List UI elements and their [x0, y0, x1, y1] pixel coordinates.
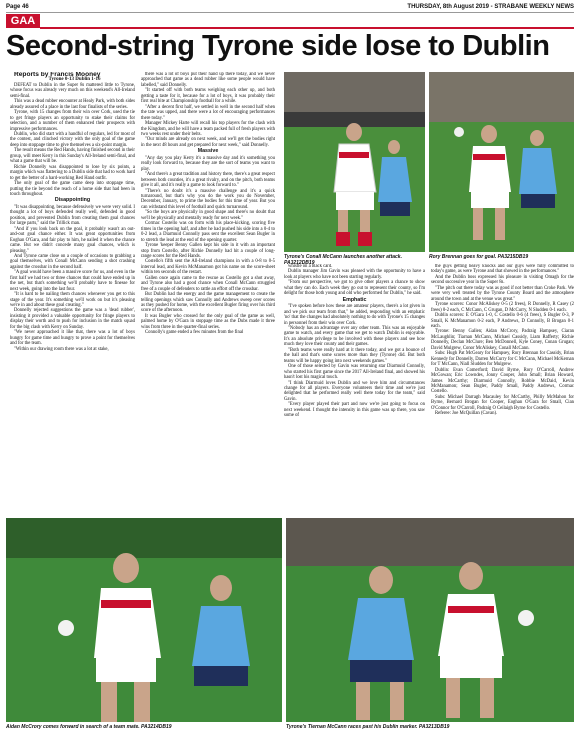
paragraph: "From our perspective, we got to give other players a chance to show what they can do. Each week they go out to represent their county, so I'm delight for those both young and old who performed for Dublin," he said. [284, 280, 425, 297]
paragraph: Tyrone, with 15 changes from their win over Cork, used the tie to get fringe players an opportunity to stake their claims for selection, and a number of them enhanced their prospects with impressive performances. [10, 110, 135, 132]
paragraph: the guys getting heavy knocks and our guys were fully committed to today's game, as were Tyrone and that showed in the performances." [431, 264, 574, 275]
paragraph: there was a lot of boys put their hand up there today, and we never approached that game as a dead rubber like some people would have labelled," said Donnelly. [141, 72, 275, 88]
paragraph: It was Bugler who crossed for the only goal of the game as well, palmed home by O'Gara in stoppage time as the Dubs made it three wins from three in the quarter-final series. [141, 313, 275, 330]
photo-tiernan-mccann [286, 518, 574, 722]
photo-caption-3: Aidan McCrory comes forward in search of a team mate. PA3214DB19 [6, 724, 172, 730]
paragraph: Dublin, who did start with a handful of regulars, led for most of the contest, and clinched victory with the only goal of the game deep into stoppage time to give themselves a six-point margin. [10, 131, 135, 148]
paragraph: Costello's fifth sent the All-Ireland champions in with a 0-8 to 0-5 interval lead, and Kevin McManamon got his name on the score-sheet within ten seconds of the restart. [141, 259, 275, 276]
paragraph: "The pitch out there today was as good if not better than Croke Park. We were very well treated by the Tyrone County Board and the atmosphere around the town and at the venue was great." [431, 285, 574, 302]
paragraph: "And if you look back on the goal, it probably wasn't an out-and-out goal chance either. It was great opportunities from Eoghan O'Gara, and fair play to him, he nailed it when the chance came. But we didn't concede many goal chances, which is pleasing." [10, 226, 135, 254]
photo-caption-4: Tyrone's Tiernan McCann races past his Dublin marker. PA3213DB19 [286, 724, 450, 730]
paragraph: "A goal would have been a massive score for us, and even in the first half we had two or three chances that could have ended up in the net, but that's something we'll probably have to finesse for next week, going into the last four. [10, 270, 135, 292]
paragraph: Referee: Joe McQuillan (Cavan). [435, 411, 498, 417]
paragraph: "So the boys are physically in good shape and there's no doubt that we'll be physically and mentally ready for next week." [141, 210, 275, 221]
paragraph: whistle on a black card. [288, 264, 333, 269]
article-column-1 [10, 72, 135, 512]
paragraph: "Nobody has an advantage over any other team. This was an enjoyable game to watch, and every game that we get to watch Dublin is enjoyable. It's an absolute privilege to be involved with these players and see how much they love their county and their games. [284, 325, 425, 348]
article-column-4 [431, 264, 574, 514]
paragraph: "And there's a great tradition and history there, there's a great respect between both counties, it's a great rivalry, and on the pitch, both teams give it all, and it's really a game to look forward to." [141, 172, 275, 189]
section-label: GAA [6, 14, 40, 28]
paragraph: "Our minds are already on next week, and we'll get the bodies right in the next 48 hours and get prepared for next week," said Donnelly. [141, 137, 275, 148]
article-column-3 [284, 264, 425, 514]
paragraph: Cormac Costello was on form with his place-kicking, scoring five times in the opening half, and after he had pushed his side into a 0-4 to 0-2 lead, a Diarmuid Connolly pass sent the excellent Sean Bugler in to stretch the lead at the end of the opening quarter. [141, 221, 275, 243]
paragraph: The only goal of the game came deep into stoppage time, putting the tie beyond the reach of a home side that had been in touch throughout. [10, 181, 135, 197]
paragraph: "Both teams were really hard at it there today, and we got a bounce of the ball and that's some scores more than they (Tyrone) did. But both teams will be happy going into next weekends games." [284, 347, 425, 364]
paragraph: "Any day you play Kerry it's a massive day and it's something you really look forward to, because they are the sort of teams you want to play. [141, 155, 275, 172]
photo-goal-attempt-image [429, 72, 574, 252]
byline: Reports by Francis Mooney [14, 72, 101, 78]
paragraph: Dublin manager Jim Gavin was pleased with the opportunity to have a look at players who have not been starting regularly. [284, 269, 425, 280]
paragraph: "I've spoken before how these are amateur players, there's a lot given in and we pick our team from that," he added, responding with an emphatic 'no' that the changes had absolutely nothing to do with Tyrone's 15 changes in personnel from their win over Cork. [284, 304, 425, 326]
paragraph: "Every player played their part and now we're just going to focus on next weekend. I thought the intensity in this game was up there, you saw some of [284, 402, 425, 419]
paragraph: Tyrone: Benny Gallen; Aidan McCrory, Padraig Hampsey, Ciaran McLaughlin; Tiarnan McCann, Michael Cassidy, Liam Rafferty; Richie Donnelly, Declan McClure; Ben McDonnell, Kyle Coney, Conan Grugan; David Mulgrew, Conor McAliskey, Conall McCann. [431, 329, 574, 351]
page-number: Page 46 [6, 4, 29, 10]
paragraph: "There's no doubt it's a massive challenge and it's a quick turnaround, but that's why you do the work you do November, December, January, to prime the bodies for this time of year. But you can withstand this level of football and quick turnaround. [141, 188, 275, 210]
photo-caption-1: Tyrone's Conall McCann launches another attack. PA3212DB19 [284, 254, 402, 266]
paragraph: Richie Donnelly was disappointed to lose by six points, a margin which was flattering to a Dublin side that had to work hard to get the better of a hard-working Red Hand outfit. [10, 164, 135, 181]
paragraph: DEFEAT to Dublin in the Super 8s mattered little to Tyrone, whose focus was already very much on this weekend's All-Ireland semi-final. [10, 82, 135, 99]
paragraph: Subs: Hugh Pat McGeary for Hampsey, Rory Brennan for Cassidy, Brian Kennedy for Donnelly, Darren McCurry for C McCann, Michael McKernan for T McCann, Niall Sludden for Mulgrew. [431, 351, 574, 368]
photo-rory-brennan [429, 72, 574, 252]
photo-conall-mccann [284, 72, 425, 252]
page-header [6, 2, 574, 13]
paragraph: Connolly's game ended a few minutes from the final [145, 330, 244, 336]
subhead-emphatic: Emphatic [342, 296, 367, 303]
paragraph: And the Dublin boss expressed his pleasure in visiting Omagh for the second successive year in the Super 8s. [431, 274, 574, 286]
paragraph: But Dublin had the energy and the game management to create the telling openings which saw Connolly and Andrews sweep over scores as they pushed for home, with the excellent Bugler firing over his third score of the afternoon. [141, 292, 275, 314]
paragraph: Subs: Michael Darragh Macauley for McCarthy, Philly McMahon for Byrne, Bernard Brogan for Cooper, Eoghan O'Gara for Small, Cian O'Connor for O'Carroll, Padraig O Ceilaigh Byrne for Costello. [431, 394, 574, 411]
paragraph: "It was disappointing, because defensively we were very solid. I thought a lot of boys defended really well, defended in good position, and prevented Dublin from creating them goal chances for large parts," said the Trillick man. [10, 204, 135, 227]
paragraph: Gallen once again came to the rescue as Costello got a shot away, and Tyrone also had a good chance when Conall McCann struggled free of a couple of defenders to rattle an effort off the crossbar. [141, 275, 275, 292]
paragraph: "It is hard to be nailing them chances whenever you get to this stage of the year. It's something we'll work on but it's pleasing we're in and about these goal creating." [10, 292, 135, 309]
paragraph: "After a decent first half, we settled in well in the second half when the tate was upped, and there were a lot of encouraging performances there today." [141, 104, 275, 121]
paragraph: Donnelly rejected suggestions the game was a 'dead rubber', insisting it provided a valuable opportunity for fringe players to display their worth and to push for inclusion in the match squad for the big clash with Kerry on Sunday. [10, 308, 135, 330]
paragraph: "It started off with both teams weighing each other up, and both getting a taste for it, because for a lot of boys, it was probably their first real bite at Championship football for a while. [141, 88, 275, 105]
paragraph: Tyrone scorers: Conor McAliskey 0-5 (2 frees), R Donnelly, R Casey (2 frees) 0-2 each, C McCann, C Grugan, D McCurry, N Sludden 0-1 each. [431, 302, 574, 313]
paragraph: "We never approached it like that, there was a lot of boys hungry for game time and hungry to prove a point for themselves and for the team. [10, 330, 135, 347]
date-and-paper: THURSDAY, 8th August 2019 - STRABANE WEEKLY NEWS [407, 4, 574, 10]
photo-mccrory-image [6, 518, 282, 722]
subhead-massive: Massive [197, 148, 219, 155]
photo-tyrone-attack-image [284, 72, 425, 252]
paragraph: Dublin: Evan Comerford; David Byrne, Rory O'Carroll, Andrew McGowan; Eric Lowndes, Jonny Cooper, John Small; Brian Howard, James McCarthy; Diarmuid Connolly, Robbie McDaid, Kevin McManamon; Sean Bugler, Paddy Small, Paddy Andrews, Cormac Costello. [431, 367, 574, 395]
paragraph: Tyrone 'keeper Benny Gallen kept his side in it with an important stop from Costello, after Richie Donnelly had hit a couple of long-range scores for the Red Hands. [141, 243, 275, 259]
subhead-disappointing: Disappointing [54, 197, 91, 204]
scoreline: Tyrone 0-13 Dublin 1-16 [48, 77, 101, 83]
photo-caption-2: Rory Brennan goes for goal. PA3215DB19 [429, 254, 529, 260]
paragraph: And Tyrone came close on a couple of occasions to grabbing a goal themselves, with Conall McCann sending a shot crashing against the crossbar in the second half. [10, 253, 135, 270]
paragraph: "I think Diarmuid loves Dublin and we love him and circumstances change for all players. Everyone volunteers their time and we're just delighted that he performed really well there today for the team," said Gavin. [284, 380, 425, 402]
paragraph: "Within our drawing room there was a lot at stake, [14, 346, 109, 352]
paragraph: Dublin scorers: E O'Gara 1-0, C Costello 0-6 (4 frees), S Bugler 0-3, P Small, K McManamon 0-2 each, P Andrews, D Connolly, B Brogan 0-1 each. [431, 313, 574, 329]
paragraph: One of those selected by Gavin was returning star Diarmuid Connolly, who started his first game since the 2017 All-Ireland final, and showed his hasn't lost his magical touch. [284, 364, 425, 381]
headline: Second-string Tyrone side lose to Dublin [6, 30, 550, 62]
paragraph: Manager Mickey Harte will recall his top players for the clash with the Kingdom, and he will have a team packed full of fresh players with two weeks rest under their belts. [141, 121, 275, 137]
section-rule [40, 27, 574, 29]
article-column-2 [141, 72, 275, 512]
photo-aidan-mccrory [6, 518, 282, 722]
photo-tiernan-image [286, 518, 574, 722]
paragraph: The result means the Red Hands, having finished second in their group, will meet Kerry in this Sunday's All-Ireland semi-final, and what a game that will be. [10, 148, 135, 165]
paragraph: This was a dead rubber encounter at Healy Park, with both sides already assured of a place in the last four finalists of the series. [10, 99, 135, 110]
